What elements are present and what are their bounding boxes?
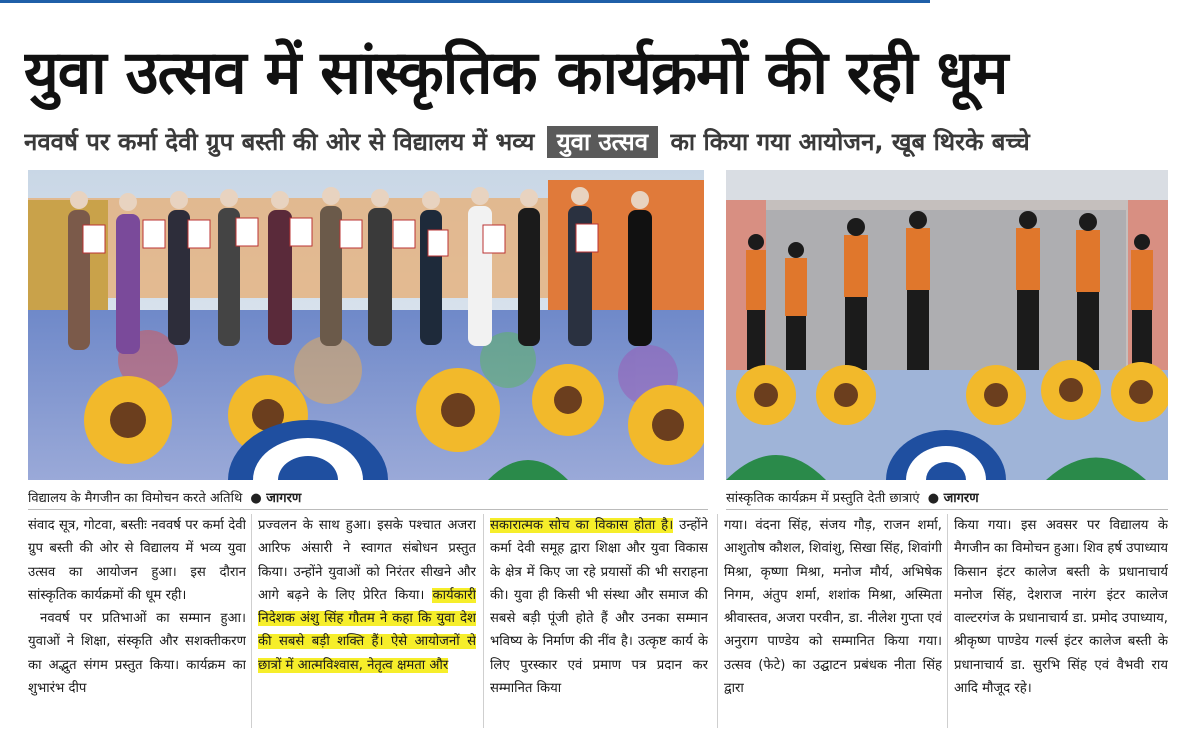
article-column-4 xyxy=(724,514,942,728)
column-divider xyxy=(947,514,948,728)
article-column-2 xyxy=(258,514,476,728)
article-text: प्रज्वलन के साथ हुआ। इसके पश्चात अजरा आरिफ अंसारी ने स्वागत संबोधन प्रस्तुत किया। उन्होंने युवाओं को निरंतर सीखने और आगे बढ़ने के लिए प्रेरित किया। xyxy=(258,518,476,603)
article-paragraph: गया। वंदना सिंह, संजय गौड़, राजन शर्मा, आशुतोष कौशल, शिवांशु, सिखा सिंह, शिवांगी मिश्रा, कृष्णा मिश्रा, मनोज मौर्य, अभिषेक निगम, अंतुप शर्मा, शशांक मिश्रा, अस्मिता श्रीवास्तव, अजरा परवीन, डा. नीलेश गुप्ता एवं अनुराग पाण्डेय को सम्मानित किया गया। उत्सव (फेटे) का उद्घाटन प्रबंधक नीता सिंह द्वारा xyxy=(724,518,942,697)
article-paragraph: संवाद सूत्र, गोटवा, बस्तीः नववर्ष पर कर्मा देवी ग्रुप बस्ती की ओर से विद्यालय में भव्य युवा उत्सव का आयोजन हुआ। इस दौरान सांस्कृतिक कार्यक्रमों की धूम रही। xyxy=(28,518,246,603)
top-rule xyxy=(0,0,930,3)
photo-credit-right: ● जागरण xyxy=(927,491,979,506)
subhead-text-after: का किया गया आयोजन, खूब थिरके बच्चे xyxy=(670,128,1030,156)
highlighted-quote: कार्यकारी निदेशक अंशु सिंह गौतम ने कहा कि युवा देश की सबसे बड़ी शक्ति हैं। ऐसे आयोजनों से छात्रों में आत्मविश्वास, नेतृत्व क्षमता और xyxy=(258,587,476,673)
caption-left-text: विद्यालय के मैगजीन का विमोचन करते अतिथि xyxy=(28,491,243,506)
article-column-5 xyxy=(954,514,1168,728)
article-column-3 xyxy=(490,514,708,728)
article-paragraph xyxy=(258,514,476,677)
highlighted-quote: सकारात्मक सोच का विकास होता है। xyxy=(490,518,674,533)
subheadline xyxy=(24,120,1169,164)
article-text: उन्होंने कर्मा देवी समूह द्वारा शिक्षा और युवा विकास के क्षेत्र में किए जा रहे प्रयासों की भी सराहना की। युवा ही किसी भी संस्था और समाज की सबसे बड़ी पूंजी होते हैं और उनका सम्मान भविष्य के निर्माण की नींव है। उत्कृष्ट कार्य के लिए पुरस्कार एवं प्रमाण पत्र प्रदान कर सम्मानित किया xyxy=(490,518,708,697)
article-column-1 xyxy=(28,514,246,728)
photo-magazine-release xyxy=(28,170,704,480)
caption-right xyxy=(726,489,1168,510)
column-divider xyxy=(717,514,718,728)
column-divider xyxy=(483,514,484,728)
column-divider xyxy=(251,514,252,728)
caption-left xyxy=(28,489,708,510)
photo-credit-left: ● जागरण xyxy=(250,491,302,506)
headline: युवा उत्सव में सांस्कृतिक कार्यक्रमों की रही धूम xyxy=(24,38,1008,108)
article-paragraph: नववर्ष पर प्रतिभाओं का सम्मान हुआ। युवाओं ने शिक्षा, संस्कृति और सशक्तीकरण का अद्भुत संगम प्रस्तुत किया। कार्यक्रम का शुभारंभ दीप xyxy=(28,611,246,697)
caption-right-text: सांस्कृतिक कार्यक्रम में प्रस्तुति देती छात्राएं xyxy=(726,491,920,506)
article-paragraph: किया गया। इस अवसर पर विद्यालय के मैगजीन का विमोचन हुआ। शिव हर्ष उपाध्याय किसान इंटर कालेज बस्ती के प्रधानाचार्य मनोज सिंह, देशराज नारंग इंटर कालेज वाल्टरगंज के प्रधानाचार्य डा. प्रमोद उपाध्याय, श्रीकृष्ण पाण्डेय गर्ल्स इंटर कालेज बस्ती के प्रधानाचार्य डा. सुरभि सिंह एवं वैभवी राय आदि मौजूद रहे। xyxy=(954,518,1168,697)
photo-dance-performance xyxy=(726,170,1168,480)
subhead-boxed-text: युवा उत्सव xyxy=(547,126,658,158)
article-paragraph xyxy=(490,514,708,700)
subhead-text-before: नववर्ष पर कर्मा देवी ग्रुप बस्ती की ओर से विद्यालय में भव्य xyxy=(24,128,535,156)
